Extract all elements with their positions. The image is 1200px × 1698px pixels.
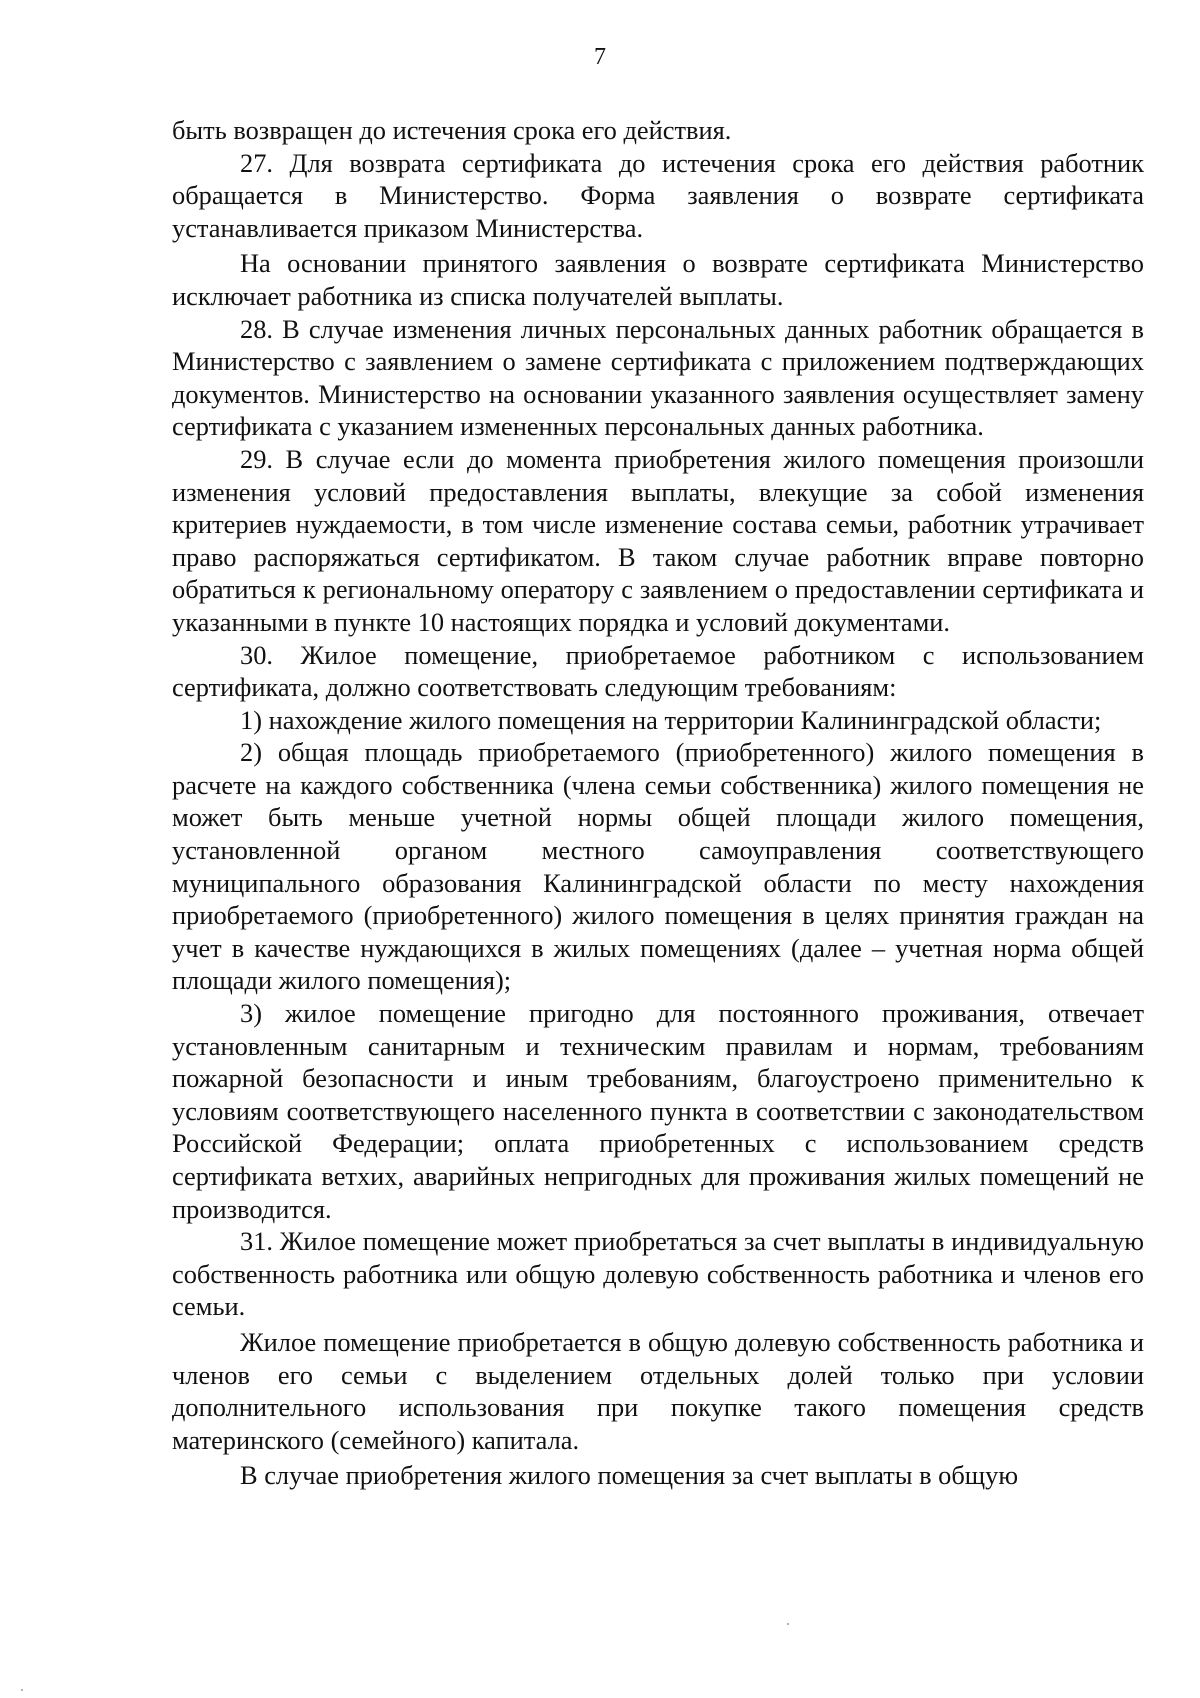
paragraph: На основании принятого заявления о возврате сертификата Министерство исключает работника из списка получателей выплаты. [172, 248, 1144, 311]
list-item-1: 1) нахождение жилого помещения на территории Калининградской области; [240, 704, 1102, 735]
paragraph-30: 30. Жилое помещение, приобретаемое работником с использованием сертификата, должно соответствовать следующим требованиям: [172, 639, 1144, 703]
list-item-2: 2) общая площадь приобретаемого (приобретенного) жилого помещения в расчете на каждого собственника (члена семьи собственника) жилого помещения не может быть меньше учетной нормы общей площади жилого помещения, установленной органом местного самоуправления соответствующего муниципального образования Калининградской области по месту нахождения приобретаемого (приобретенного) жилого помещения в целях принятия граждан на учет в качестве нуждающихся в жилых помещениях (далее – учетная норма общей площади жилого помещения); [172, 737, 1144, 996]
paragraph: В случае приобретения жилого помещения за счет выплаты в общую [240, 1460, 1019, 1491]
scan-speck [787, 1623, 789, 1625]
paragraph-28: 28. В случае изменения личных персональных данных работник обращается в Министерство с заявлением о замене сертификата с приложением подтверждающих документов. Министерство на основании указанного заявления осуществляет замену сертификата с указанием измененных персональных данных работника. [172, 313, 1144, 442]
document-body [172, 114, 1144, 1492]
paragraph: быть возвращен до истечения срока его действия. [172, 115, 732, 145]
list-item-3: 3) жилое помещение пригодно для постоянного проживания, отвечает установленным санитарным и техническим правилам и нормам, требованиям пожарной безопасности и иным требованиям, благоустроено применительно к условиям соответствующего населенного пункта в соответствии с законодательством Российской Федерации; оплата приобретенных с использованием средств сертификата ветхих, аварийных непригодных для проживания жилых помещений не производится. [172, 998, 1144, 1224]
scan-speck [21, 1689, 23, 1691]
paragraph-29: 29. В случае если до момента приобретения жилого помещения произошли изменения условий предоставления выплаты, влекущие за собой изменения критериев нуждаемости, в том числе изменение состава семьи, работник утрачивает право распоряжаться сертификатом. В таком случае работник вправе повторно обратиться к региональному оператору с заявлением о предоставлении сертификата и указанными в пункте 10 настоящих порядка и условий документами. [172, 443, 1144, 637]
paragraph-27: 27. Для возврата сертификата до истечения срока его действия работник обращается в Министерство. Форма заявления о возврате сертификата устанавливается приказом Министерства. [172, 147, 1144, 243]
paragraph-31: 31. Жилое помещение может приобретаться за счет выплаты в индивидуальную собственность работника или общую долевую собственность работника и членов его семьи. [172, 1226, 1144, 1322]
page-number: 7 [594, 44, 606, 70]
paragraph: Жилое помещение приобретается в общую долевую собственность работника и членов его семьи с выделением отдельных долей только при условии дополнительного использования при покупке такого помещения средств материнского (семейного) капитала. [172, 1326, 1144, 1455]
